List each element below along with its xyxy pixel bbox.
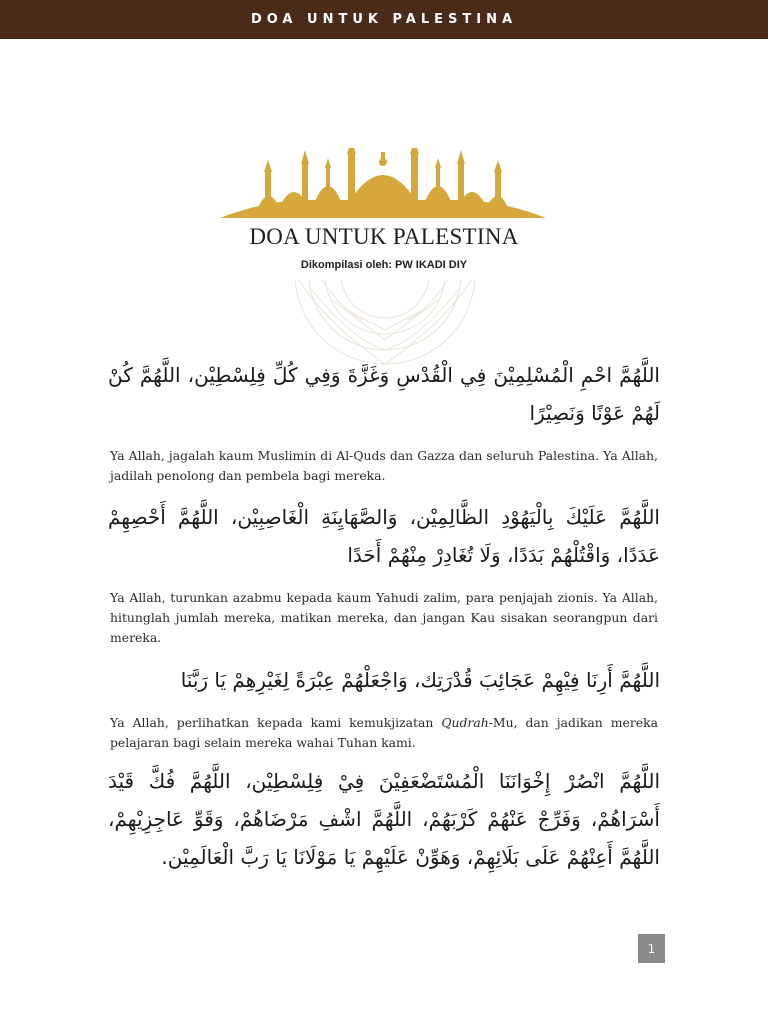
translation-3-part-2: -Mu, dan jadikan mereka pelajaran bagi selain mereka wahai Tuhan kami.	[110, 715, 659, 750]
prayer-arabic-1: اللَّهُمَّ احْمِ الْمُسْلِمِيْنَ فِي الْقُدْسِ وَغَزَّةَ وَفِي كُلِّ فِلِسْطِيْن، اللَّهُمَّ كُنْ لَهُمْ عَوْنًا وَنَصِيْرًا	[108, 363, 660, 425]
prayer-translation-1: Ya Allah, jagalah kaum Muslimin di Al-Quds dan Gazza dan seluruh Palestina. Ya Allah, jadilah penolong dan pembela bagi mereka.	[110, 448, 658, 483]
translation-3-italic-term: Qudrah	[441, 715, 489, 730]
prayer-arabic-4: اللَّهُمَّ انْصُرْ إِخْوَانَنَا الْمُسْتَضْعَفِيْنَ فِيْ فِلِسْطِيْن، اللَّهُمَّ فُكَّ قَيْدَ أَسْرَاهُمْ، وَفَرِّجْ عَنْهُمْ كَرْبَهُمْ، اللَّهُمَّ اشْفِ مَرْضَاهُمْ، وَقَوِّ عَاجِزِيْهِمْ، اللَّهُمَّ أَعِنْهُمْ عَلَى بَلَائِهِمْ، وَهَوِّنْ عَلَيْهِمْ يَا مَوْلَانَا يَا رَبَّ الْعَالَمِيْن.	[108, 769, 660, 869]
prayer-translation-2: Ya Allah, turunkan azabmu kepada kaum Yahudi zalim, para penjajah zionis. Ya Allah, hitunglah jumlah mereka, matikan mereka, dan jangan Kau sisakan seorangpun dari mereka.	[110, 590, 658, 645]
translation-3-part-1: Ya Allah, perlihatkan kepada kami kemukjizatan	[110, 715, 442, 730]
ornament-mandala	[262, 280, 508, 368]
document-subtitle: Dikompilasi oleh: PW IKADI DIY	[300, 259, 468, 271]
prayer-arabic-2: اللَّهُمَّ عَلَيْكَ بِالْيَهُوْدِ الظَّالِمِيْن، وَالصَّهَايِنَةِ الْغَاصِبِيْن، اللَّهُمَّ أَحْصِهِمْ عَدَدًا، وَاقْتُلْهُمْ بَدَدًا، وَلَا تُغَادِرْ مِنْهُمْ أَحَدًا	[108, 505, 660, 567]
band-title: DOA UNTUK PALESTINA	[250, 12, 518, 27]
prayer-translation-3	[110, 713, 658, 753]
top-header-band	[0, 0, 768, 39]
prayer-arabic-3: اللَّهُمَّ أَرِنَا فِيْهِمْ عَجَائِبَ قُدْرَتِك، وَاجْعَلْهُمْ عِبْرَةً لِغَيْرِهِمْ يَا رَبَّنَا	[180, 668, 660, 692]
document-title: DOA UNTUK PALESTINA	[249, 224, 519, 249]
page-number: 1	[638, 934, 665, 963]
